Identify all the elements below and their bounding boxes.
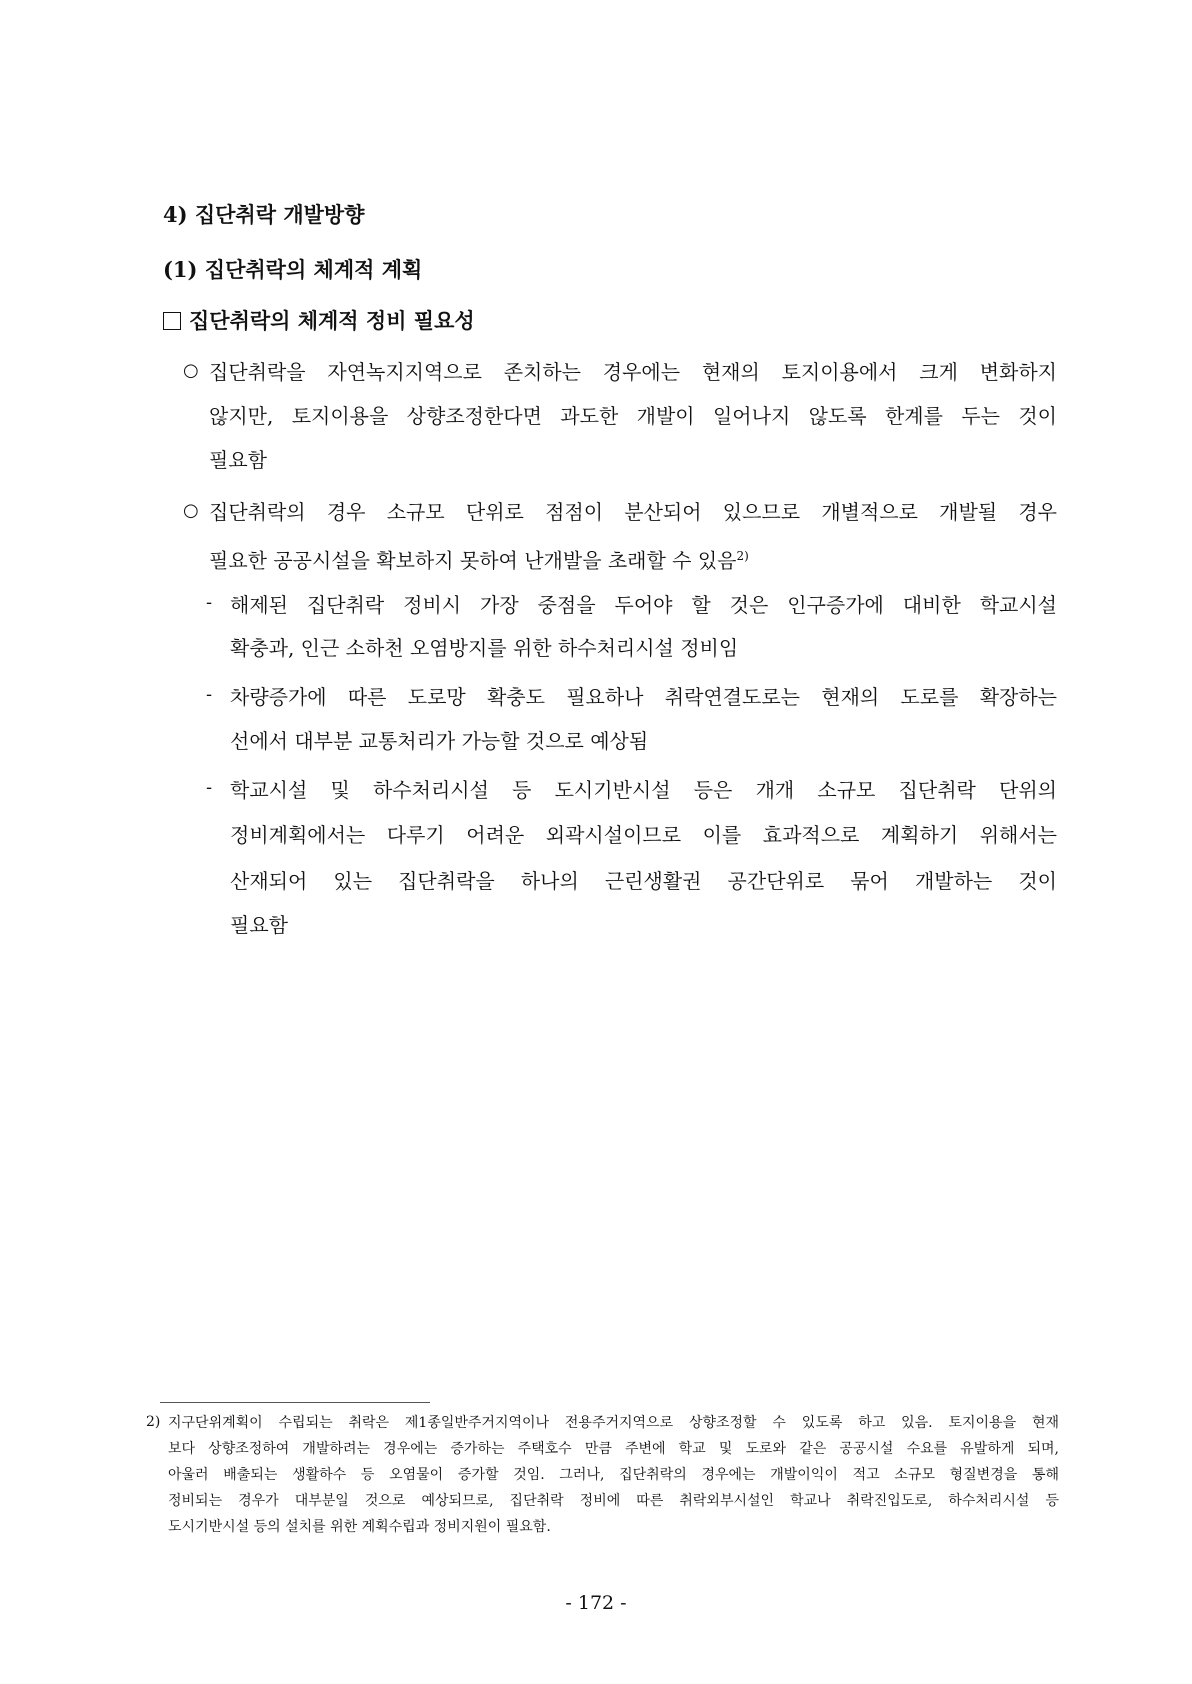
footnote-ref: 2): [736, 549, 749, 563]
paragraph-line: 해제된 집단취락 정비시 가장 중점을 두어야 할 것은 인구증가에 대비한 학교시설: [230, 593, 1057, 617]
circle-bullet-icon: ○: [183, 360, 199, 381]
paragraph-line: 필요함: [230, 913, 288, 937]
footnote-number: 2): [146, 1414, 161, 1430]
section-heading: 4) 집단취락 개발방향: [163, 202, 365, 227]
footnote-line: 정비되는 경우가 대부분일 것으로 예상되므로, 집단취락 정비에 따른 취락외부시설인 학교나 취락진입도로, 하수처리시설 등: [168, 1493, 1059, 1509]
subsection-heading: (1) 집단취락의 체계적 계획: [163, 257, 423, 282]
dash-marker: -: [206, 684, 213, 705]
dash-marker: -: [206, 777, 213, 798]
paragraph-line-text: 필요한 공공시설을 확보하지 못하여 난개발을 초래할 수 있음: [209, 548, 737, 573]
paragraph-line: [209, 543, 1057, 574]
paragraph-line: 집단취락을 자연녹지지역으로 존치하는 경우에는 현재의 토지이용에서 크게 변화하지: [209, 360, 1057, 384]
circle-bullet-icon: ○: [183, 500, 199, 521]
footnote-line: 지구단위계획이 수립되는 취락은 제1종일반주거지역이나 전용주거지역으로 상향조정할 수 있도록 하고 있음. 토지이용을 현재: [168, 1415, 1059, 1431]
topic-heading-text: 집단취락의 체계적 정비 필요성: [189, 308, 475, 333]
footnote-line: 보다 상향조정하여 개발하려는 경우에는 증가하는 주택호수 만큼 주변에 학교 및 도로와 같은 공공시설 수요를 유발하게 되며,: [168, 1441, 1059, 1457]
dash-marker: -: [206, 592, 213, 613]
paragraph-line: 차량증가에 따른 도로망 확충도 필요하나 취락연결도로는 현재의 도로를 확장하는: [230, 685, 1057, 709]
footnote-line: 아울러 배출되는 생활하수 등 오염물이 증가할 것임. 그러나, 집단취락의 경우에는 개발이익이 적고 소규모 형질변경을 통해: [168, 1467, 1059, 1483]
paragraph-line: 않지만, 토지이용을 상향조정한다면 과도한 개발이 일어나지 않도록 한계를 두는 것이: [209, 404, 1057, 428]
paragraph-line: 산재되어 있는 집단취락을 하나의 근린생활권 공간단위로 묶어 개발하는 것이: [230, 869, 1057, 893]
paragraph-line: 필요함: [209, 448, 267, 472]
paragraph-line: 집단취락의 경우 소규모 단위로 점점이 분산되어 있으므로 개별적으로 개발될 경우: [209, 500, 1057, 524]
paragraph-line: 선에서 대부분 교통처리가 가능할 것으로 예상됨: [230, 729, 649, 753]
checkbox-square-icon: [163, 312, 181, 330]
paragraph-line: 학교시설 및 하수처리시설 등 도시기반시설 등은 개개 소규모 집단취락 단위의: [230, 778, 1057, 802]
paragraph-line: 확충과, 인근 소하천 오염방지를 위한 하수처리시설 정비임: [230, 636, 739, 660]
footnote-divider: [160, 1402, 430, 1403]
footnote-line: 도시기반시설 등의 설치를 위한 계획수립과 정비지원이 필요함.: [168, 1519, 551, 1535]
paragraph-line: 정비계획에서는 다루기 어려운 외곽시설이므로 이를 효과적으로 계획하기 위해서는: [230, 823, 1057, 847]
page-number: - 172 -: [565, 1592, 627, 1614]
topic-heading: [163, 305, 475, 335]
